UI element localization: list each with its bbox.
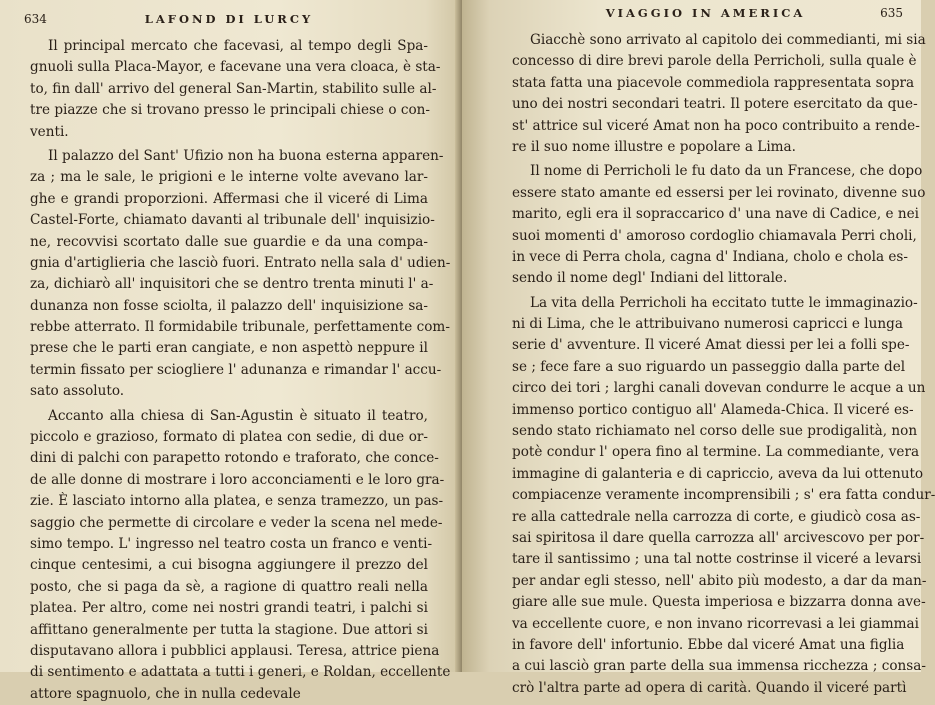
text-line: ni di Lima, che le attribuivano numerosi capricci e lunga [512, 316, 903, 333]
text-line: de alle donne di mostrare i loro acconciamenti e le loro gra- [30, 471, 445, 488]
text-line: compiacenze veramente incomprensibili ; s' era fatta condur- [512, 487, 935, 504]
text-line: suoi momenti d' amoroso cordoglio chiamavala Perri choli, [512, 227, 917, 244]
text-line: platea. Per altro, come nei nostri grandi teatri, i palchi si [30, 600, 428, 617]
text-line: serie d' avventure. Il viceré Amat diessi per lei a folli spe- [512, 337, 910, 354]
right-page-number: 635 [880, 6, 903, 20]
right-body-text [512, 30, 935, 699]
left-page [0, 0, 462, 702]
text-line: to, fin dall' arrivo del general San-Martin, stabilito sulle al- [30, 80, 437, 97]
paragraph [512, 161, 926, 289]
left-page-number: 634 [24, 12, 47, 26]
text-line: La vita della Perricholi ha eccitato tutte le immaginazio- [530, 294, 918, 311]
text-line: sendo il nome degl' Indiani del littorale. [512, 270, 788, 287]
text-line: re alla cattedrale nella carrozza di corte, e giudicò cosa as- [512, 508, 921, 525]
text-line: essere stato amante ed essersi per lei rovinato, divenne suo [512, 184, 926, 201]
text-line: affittano generalmente per tutta la stagione. Due attori si [30, 621, 428, 638]
text-line: uno dei nostri secondari teatri. Il potere esercitato da que- [512, 96, 918, 113]
paragraph [512, 30, 926, 158]
text-line: za ; ma le sale, le prigioni e le interne volte avevano lar- [30, 169, 428, 186]
text-line: dini di palchi con parapetto rotondo e traforato, che conce- [30, 450, 439, 467]
text-line: simo tempo. L' ingresso nel teatro costa un franco e venti- [30, 535, 433, 552]
text-line: st' attrice sul viceré Amat non ha poco contribuito a rende- [512, 117, 920, 134]
text-line: immenso portico contiguo all' Alameda-Chica. Il viceré es- [512, 401, 914, 418]
text-line: a cui lasciò gran parte della sua immensa ricchezza ; consa- [512, 658, 926, 675]
left-body-text [30, 36, 451, 705]
right-running-title: VIAGGIO IN AMERICA [605, 6, 806, 20]
text-line: Il principal mercato che facevasi, al tempo degli Spa- [48, 38, 428, 54]
text-line: Castel-Forte, chiamato davanti al tribunale dell' inquisizio- [30, 212, 435, 229]
text-line: circo dei tori ; larghi canali dovevan condurre le acque a un [512, 380, 926, 397]
text-line: dunanza non fosse sciolta, il palazzo dell' inquisizione sa- [30, 297, 428, 314]
text-line: di sentimento e adattata a tutti i generi, e Roldan, eccellente [30, 664, 451, 681]
text-line: se ; fece fare a suo riguardo un passeggio dalla parte del [512, 358, 906, 375]
text-line: Giacchè sono arrivato al capitolo dei commedianti, mi sia [530, 32, 926, 48]
text-line: cinque centesimi, a cui bisogna aggiungere il prezzo del [30, 557, 428, 574]
right-page [462, 0, 935, 696]
text-line: posto, che si paga da sè, a ragione di quattro reali nella [30, 578, 428, 595]
text-line: va eccellente cuore, e non invano ricorrevasi a lei giammai [512, 615, 919, 632]
text-line: ne, recovvisi scortato dalle sue guardie e da una compa- [30, 233, 428, 250]
text-line: in vece di Perra chola, cagna d' Indiana, cholo e chola es- [512, 248, 908, 265]
text-line: disputavano allora i pubblici applausi. Teresa, attrice piena [30, 642, 440, 659]
paragraph [512, 293, 935, 699]
text-line: Accanto alla chiesa di San-Agustin è situato il teatro, [48, 407, 428, 424]
text-line: tare il santissimo ; una tal notte costrinse il viceré a levarsi [512, 551, 922, 568]
text-line: piccolo e grazioso, formato di platea con sedie, di due or- [30, 429, 428, 446]
text-line: concesso di dire brevi parole della Perricholi, sulla quale è [512, 53, 917, 70]
text-line: in favore dell' infortunio. Ebbe dal viceré Amat una figlia [512, 636, 905, 653]
text-line: venti. [30, 123, 69, 140]
text-line: sai spiritosa il dare quella carrozza all' arcivescovo per por- [512, 529, 925, 546]
text-line: sendo stato richiamato nel corso delle sue prodigalità, non [512, 423, 918, 440]
text-line: za, dichiarò all' inquisitori che se dentro trenta minuti l' a- [30, 276, 434, 293]
text-line: saggio che permette di circolare e veder la scena nel mede- [30, 514, 443, 531]
text-line: zie. È lasciato intorno alla platea, e senza tramezzo, un pas- [30, 493, 444, 510]
text-line: rebbe atterrato. Il formidabile tribunale, perfettamente com- [30, 319, 450, 336]
text-line: attore spagnuolo, che in nulla cedevale [30, 685, 301, 702]
text-line: sato assoluto. [30, 383, 125, 400]
text-line: stata fatta una piacevole commediola rappresentata sopra [512, 74, 915, 91]
text-line: gnuoli sulla Placa-Mayor, e facevane una vera cloaca, è sta- [30, 59, 441, 76]
text-line: ghe e grandi proporzioni. Affermasi che il viceré di Lima [30, 190, 428, 207]
text-line: giare alle sue mule. Questa imperiosa e bizzarra donna ave- [512, 594, 926, 611]
text-line: immagine di galanteria e di capriccio, aveva da lui ottenuto [512, 465, 924, 482]
paragraph [30, 406, 451, 705]
text-line: potè condur l' opera fino al termine. La commediante, vera [512, 444, 920, 461]
text-line: Il palazzo del Sant' Ufizio non ha buona esterna apparen- [48, 147, 444, 164]
right-running-head [512, 6, 903, 28]
text-line: crò l'altra parte ad opera di carità. Quando il viceré partì [512, 679, 907, 696]
text-line: per andar egli stesso, nell' abito più modesto, a dar da man- [512, 572, 927, 589]
paragraph [30, 36, 441, 143]
text-line: tre piazze che si trovano presso le principali chiese o con- [30, 102, 430, 119]
text-line: prese che le parti eran cangiate, e non aspettò neppure il [30, 340, 428, 357]
text-line: marito, egli era il sopraccarico d' una nave di Cadice, e nei [512, 206, 919, 223]
left-running-head [24, 12, 428, 34]
left-running-title: LAFOND DI LURCY [144, 12, 314, 26]
text-line: Il nome di Perricholi le fu dato da un Francese, che dopo [530, 163, 923, 180]
text-line: re il suo nome illustre e popolare a Lima. [512, 138, 796, 155]
paragraph [30, 146, 451, 403]
text-line: termin fissato per sciogliere l' adunanza e rimandar l' accu- [30, 361, 442, 378]
text-line: gnia d'artiglieria che lasciò fuori. Entrato nella sala d' udien- [30, 254, 451, 271]
